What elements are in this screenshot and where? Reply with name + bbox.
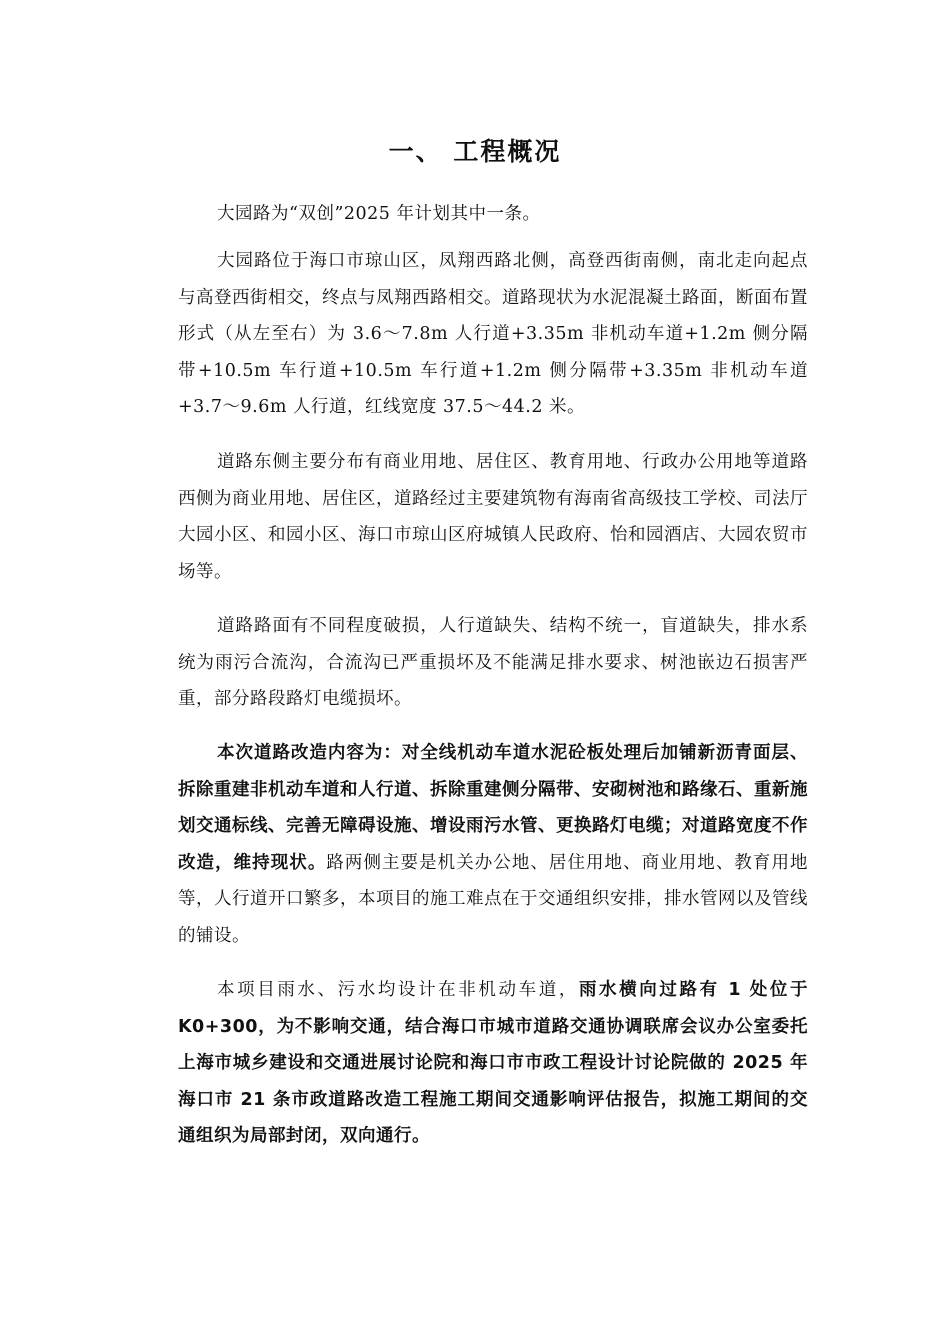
section-title: 一、 工程概况 (388, 137, 562, 166)
paragraph-location: 大园路位于海口市琼山区，凤翔西路北侧，高登西街南侧，南北走向起点与高登西街相交，终点与凤翔西路相交。道路现状为水泥混凝土路面，断面布置形式（从左至右）为 3.6～7.8m 人行道+3.35m 非机动车道+1.2m 侧分隔带+10.5m 车行道+10.5m 车行道+1.2m 侧分隔带+3.35m 非机动车道+3.7～9.6m 人行道，红线宽度 37.5～44.2 米。 (178, 251, 808, 417)
drainage-normal: 本项目雨水、污水均设计在非机动车道， (217, 980, 579, 1000)
paragraph-renovation-scope (178, 735, 808, 954)
drainage-bold: 雨水横向过路有 1 处位于 K0+300，为不影响交通，结合海口市城市道路交通协调联席会议办公室委托上海市城乡建设和交通进展讨论院和海口市市政工程设计讨论院做的 2025 年海口市 21 条市政道路改造工程施工期间交通影响评估报告，拟施工期间的交通组织为局部封闭，双向通行。 (178, 980, 808, 1146)
renovation-scope-bold: 本次道路改造内容为：对全线机动车道水泥砼板处理后加铺新沥青面层、拆除重建非机动车道和人行道、拆除重建侧分隔带、安砌树池和路缘石、重新施划交通标线、完善无障碍设施、增设雨污水管、更换路灯电缆；对道路宽度不作改造，维持现状。 (178, 743, 808, 873)
paragraph-plan: 大园路为“双创”2025 年计划其中一条。 (217, 204, 541, 224)
renovation-scope-normal: 路两侧主要是机关办公地、居住用地、商业用地、教育用地等，人行道开口繁多，本项目的施工难点在于交通组织安排，排水管网以及管线的铺设。 (178, 852, 809, 946)
paragraph-land-use: 道路东侧主要分布有商业用地、居住区、教育用地、行政办公用地等道路西侧为商业用地、居住区，道路经过主要建筑物有海南省高级技工学校、司法厅大园小区、和园小区、海口市琼山区府城镇人民政府、怡和园酒店、大园农贸市场等。 (178, 452, 808, 582)
paragraph-drainage-traffic (178, 972, 808, 1155)
paragraph-current-condition: 道路路面有不同程度破损，人行道缺失、结构不统一，盲道缺失，排水系统为雨污合流沟，合流沟已严重损坏及不能满足排水要求、树池嵌边石损害严重，部分路段路灯电缆损坏。 (178, 616, 808, 709)
